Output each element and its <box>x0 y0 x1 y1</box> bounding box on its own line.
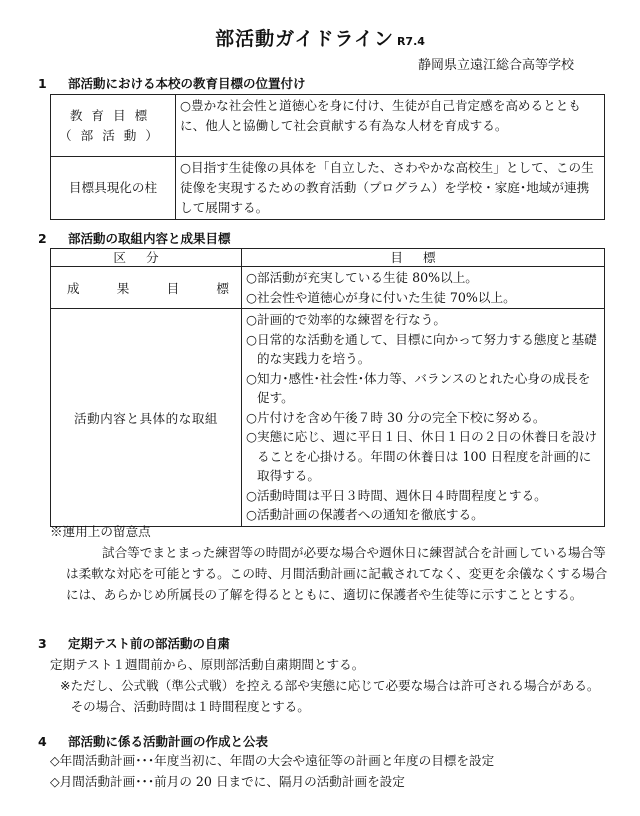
activities-label-cell <box>51 309 242 527</box>
notes-text: 試合等でまとまった練習等の時間が必要な場合や週休日に練習試合を計画している場合等は柔軟な対応を可能とする。この時、月間活動計画に記載されてなく、変更を余儀なくする場合には、あらかじめ所属長の了解を得るとともに、適切に保護者や生徒等に示すこととする。 <box>66 545 608 602</box>
activity-item-text: 活動計画の保護者への通知を徹底する。 <box>257 507 484 522</box>
section2-heading <box>38 229 231 247</box>
plan-item-monthly: ◇月間活動計画･･･前月の 20 日までに、隔月の活動計画を設定 <box>50 774 405 789</box>
outcome-label-char: 目 <box>166 281 180 296</box>
plan-item-annual: ◇年間活動計画･･･年度当初に、年間の大会や遠征等の計画と年度の目標を設定 <box>50 753 495 768</box>
outcome-item <box>246 268 600 288</box>
section2-number: 2 <box>38 231 47 246</box>
section3-line: 定期テスト１週間前から、原則部活動自粛期間とする。 <box>50 657 365 672</box>
activity-item-text: 日常的な活動を通して、目標に向かって努力する態度と基礎的な実践力を培う。 <box>257 331 597 366</box>
circle-marker: ○ <box>246 429 257 444</box>
goal-text: ○豊かな社会性と道徳心を身に付け、生徒が自己肯定感を高めるとともに、他人と協働して社会貢献する有為な人材を育成する。 <box>176 95 605 157</box>
circle-marker: ○ <box>246 270 257 285</box>
activity-item <box>246 310 600 330</box>
outcome-label-char: 成 <box>67 281 80 296</box>
section4-body <box>50 750 620 792</box>
page-title <box>0 24 640 51</box>
table-row <box>51 157 605 220</box>
pillar-text: ○目指す生徒像の具体を「自立した、さわやかな高校生」として、この生徒像を実現するための教育活動（プログラム）を学校・家庭･地域が連携して展開する。 <box>176 157 605 220</box>
activity-item <box>246 330 600 369</box>
circle-marker: ○ <box>246 507 257 522</box>
section1-heading <box>38 74 306 92</box>
activity-item <box>246 486 600 506</box>
circle-marker: ○ <box>246 370 257 386</box>
goals-table <box>50 94 605 220</box>
table-header-row <box>51 249 605 267</box>
pillar-label: 目標具現化の柱 <box>51 157 176 220</box>
outcome-label-char: 標 <box>216 281 229 296</box>
section3-note <box>50 675 610 717</box>
header-goal: 目標 <box>242 249 605 267</box>
activities-label: 活動内容と具体的な取組 <box>73 410 219 426</box>
section2-title: 部活動の取組内容と成果目標 <box>68 231 231 246</box>
circle-marker: ○ <box>246 312 257 327</box>
section3-title: 定期テスト前の部活動の自粛 <box>68 636 231 651</box>
activity-item-text: 片付けを含め午後７時 30 分の完全下校に努める。 <box>257 409 546 425</box>
outcome-items <box>242 267 605 309</box>
note-mark: ※ <box>60 678 71 693</box>
circle-marker: ○ <box>246 487 257 503</box>
circle-marker: ○ <box>246 331 257 347</box>
activity-item-text: 知力･感性･社会性･体力等、バランスのとれた心身の成長を促す。 <box>257 370 591 405</box>
table-row <box>51 95 605 157</box>
title-text: 部活動ガイドライン <box>215 28 394 50</box>
section4-title: 部活動に係る活動計画の作成と公表 <box>68 734 269 749</box>
outcome-label-cell <box>51 267 242 309</box>
goal-label-line1: 教育目標 <box>69 107 157 123</box>
section1-title: 部活動における本校の教育目標の位置付け <box>68 76 306 91</box>
activity-item-text: 計画的で効率的な練習を行なう。 <box>257 312 446 327</box>
notes-heading: ※運用上の留意点 <box>50 524 151 539</box>
header-category: 区分 <box>51 249 242 267</box>
section3-body <box>50 654 610 717</box>
activity-item-text: 活動時間は平日３時間、週休日４時間程度とする。 <box>257 487 547 503</box>
table-row <box>51 267 605 309</box>
activity-item <box>246 369 600 408</box>
section4-heading <box>38 732 268 750</box>
section1-number: 1 <box>38 76 47 91</box>
section4-number: 4 <box>38 734 47 749</box>
activities-table <box>50 248 605 527</box>
version-label: R7.4 <box>396 35 425 48</box>
outcome-label <box>51 278 241 297</box>
outcome-item-text: 社会性や道徳心が身に付いた生徒 70%以上。 <box>257 289 516 305</box>
table-row <box>51 309 605 527</box>
operation-notes <box>50 521 610 605</box>
outcome-item <box>246 288 600 308</box>
activity-item-text: 実態に応じ、週に平日１日、休日１日の２日の休養日を設けることを心掛ける。年間の休養日は 100 日程度を計画的に取得する。 <box>257 429 598 483</box>
school-name: 静岡県立遠江総合高等学校 <box>417 58 574 73</box>
goal-label-line2: （部活動） <box>59 127 167 143</box>
section3-number: 3 <box>38 636 47 651</box>
circle-marker: ○ <box>246 409 257 425</box>
section3-heading <box>38 634 230 652</box>
activity-items <box>242 309 605 527</box>
activity-item <box>246 408 600 428</box>
outcome-item-text: 部活動が充実している生徒 80%以上。 <box>257 270 478 285</box>
circle-marker: ○ <box>246 289 257 305</box>
outcome-label-char: 果 <box>116 281 130 296</box>
goal-label-cell <box>51 95 176 157</box>
note-text: ただし、公式戦（準公式戦）を控える部や実態に応じて必要な場合は許可される場合がある。その場合、活動時間は１時間程度とする。 <box>70 678 600 714</box>
activity-item <box>246 427 600 486</box>
